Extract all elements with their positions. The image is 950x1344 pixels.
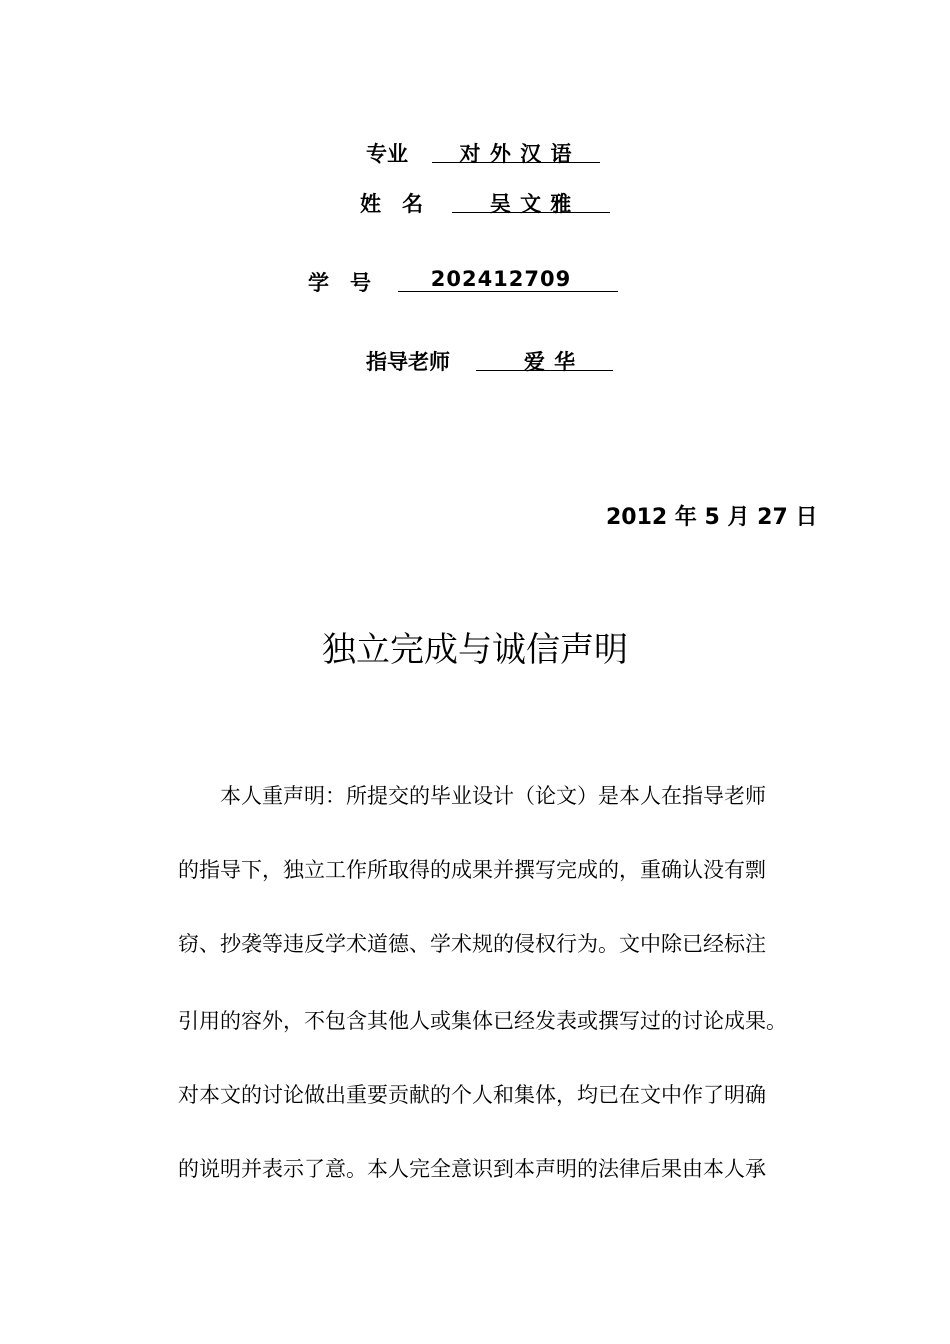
major-label: 专业 [366,142,408,166]
date-text: 2012 年 5 月 27 日 [606,505,818,530]
body-line: 窃、抄袭等违反学术道德、学术规的侵权行为。文中除已经标注 [178,932,766,956]
body-line: 对本文的讨论做出重要贡献的个人和集体，均已在文中作了明确 [178,1083,766,1107]
student-id-underline [398,291,618,292]
student-id-label: 学 号 [308,271,371,295]
body-line: 的说明并表示了意。本人完全意识到本声明的法律后果由本人承 [178,1157,766,1181]
body-line: 本人重声明：所提交的毕业设计（论文）是本人在指导老师 [220,784,766,808]
name-value: 吴 文 雅 [489,192,573,216]
name-label: 姓 名 [360,192,423,216]
student-id-value: 202412709 [430,267,572,291]
major-value: 对 外 汉 语 [459,142,573,166]
declaration-title: 独立完成与诚信声明 [322,630,628,670]
advisor-value: 爱 华 [523,350,577,374]
body-line: 引用的容外，不包含其他人或集体已经发表或撰写过的讨论成果。 [178,1009,787,1033]
body-line: 的指导下，独立工作所取得的成果并撰写完成的，重确认没有剽 [178,858,766,882]
advisor-label: 指导老师 [366,350,450,374]
